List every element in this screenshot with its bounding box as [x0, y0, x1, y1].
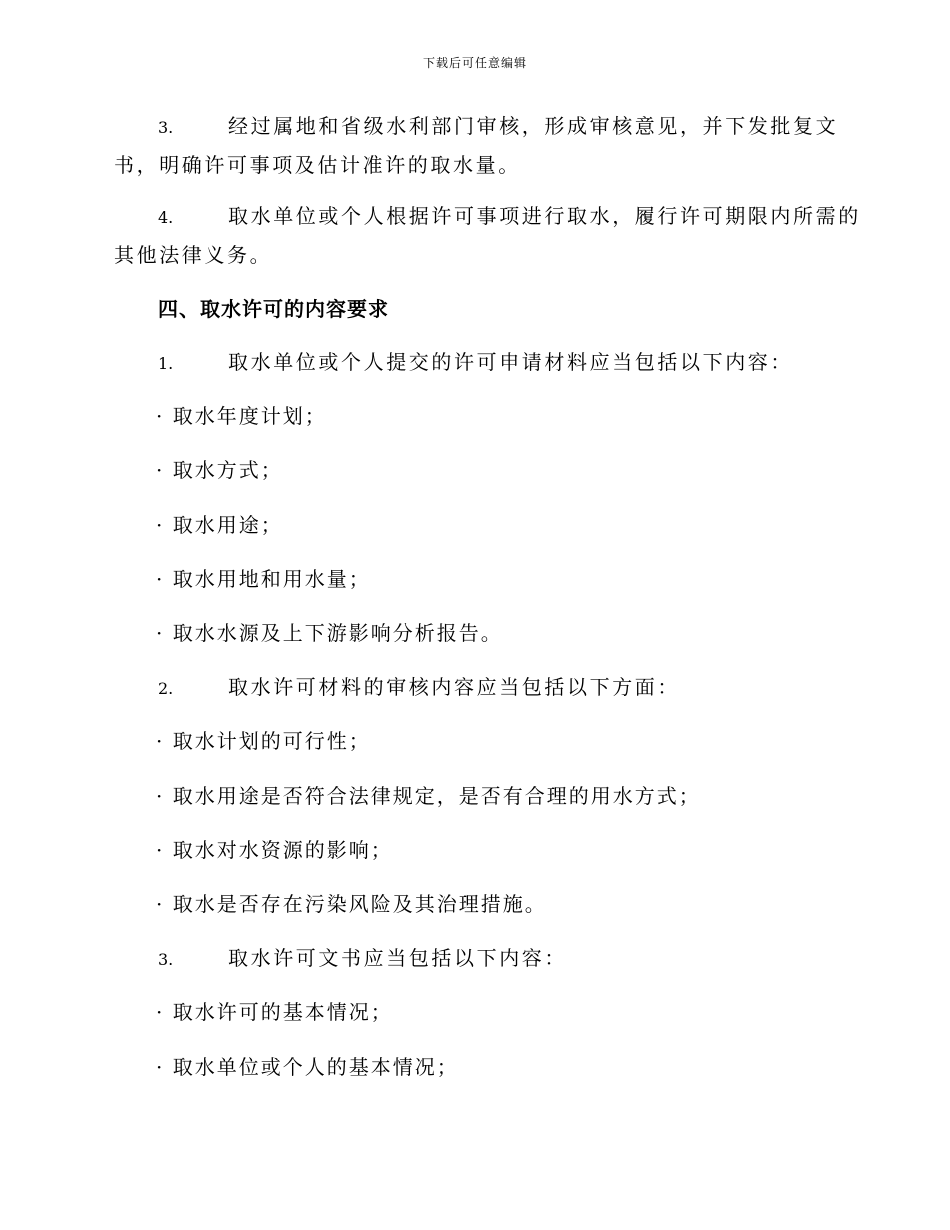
bullet-item: · 取水计划的可行性； — [156, 729, 371, 753]
bullet-item: · 取水单位或个人的基本情况； — [156, 1055, 459, 1079]
list-number: 1. — [158, 354, 174, 373]
paragraph-line: 书，明确许可事项及估计准许的取水量。 — [114, 153, 521, 177]
list-number: 2. — [158, 679, 174, 698]
bullet-item: · 取水用途是否符合法律规定，是否有合理的用水方式； — [156, 784, 701, 808]
page-header: 下载后可任意编辑 — [422, 56, 527, 70]
list-number: 3. — [158, 950, 174, 969]
paragraph-line: 取水单位或个人根据许可事项进行取水，履行许可期限内所需的 — [228, 204, 861, 228]
paragraph-line: 其他法律义务。 — [114, 243, 273, 267]
list-item-text: 取水单位或个人提交的许可申请材料应当包括以下内容： — [228, 350, 793, 374]
section-heading: 四、取水许可的内容要求 — [158, 297, 389, 321]
bullet-item: · 取水是否存在污染风险及其治理措施。 — [156, 892, 547, 916]
bullet-item: · 取水年度计划； — [156, 404, 327, 428]
bullet-item: · 取水水源及上下游影响分析报告。 — [156, 621, 503, 645]
paragraph-line: 经过属地和省级水利部门审核，形成审核意见，并下发批复文 — [228, 114, 839, 138]
list-item-text: 取水许可文书应当包括以下内容： — [228, 946, 567, 970]
list-number: 4. — [158, 208, 174, 227]
bullet-item: · 取水用地和用水量； — [156, 567, 371, 591]
bullet-item: · 取水用途； — [156, 513, 283, 537]
list-number: 3. — [158, 118, 174, 137]
bullet-item: · 取水方式； — [156, 458, 283, 482]
bullet-item: · 取水对水资源的影响； — [156, 838, 393, 862]
list-item-text: 取水许可材料的审核内容应当包括以下方面： — [228, 675, 680, 699]
bullet-item: · 取水许可的基本情况； — [156, 1000, 393, 1024]
